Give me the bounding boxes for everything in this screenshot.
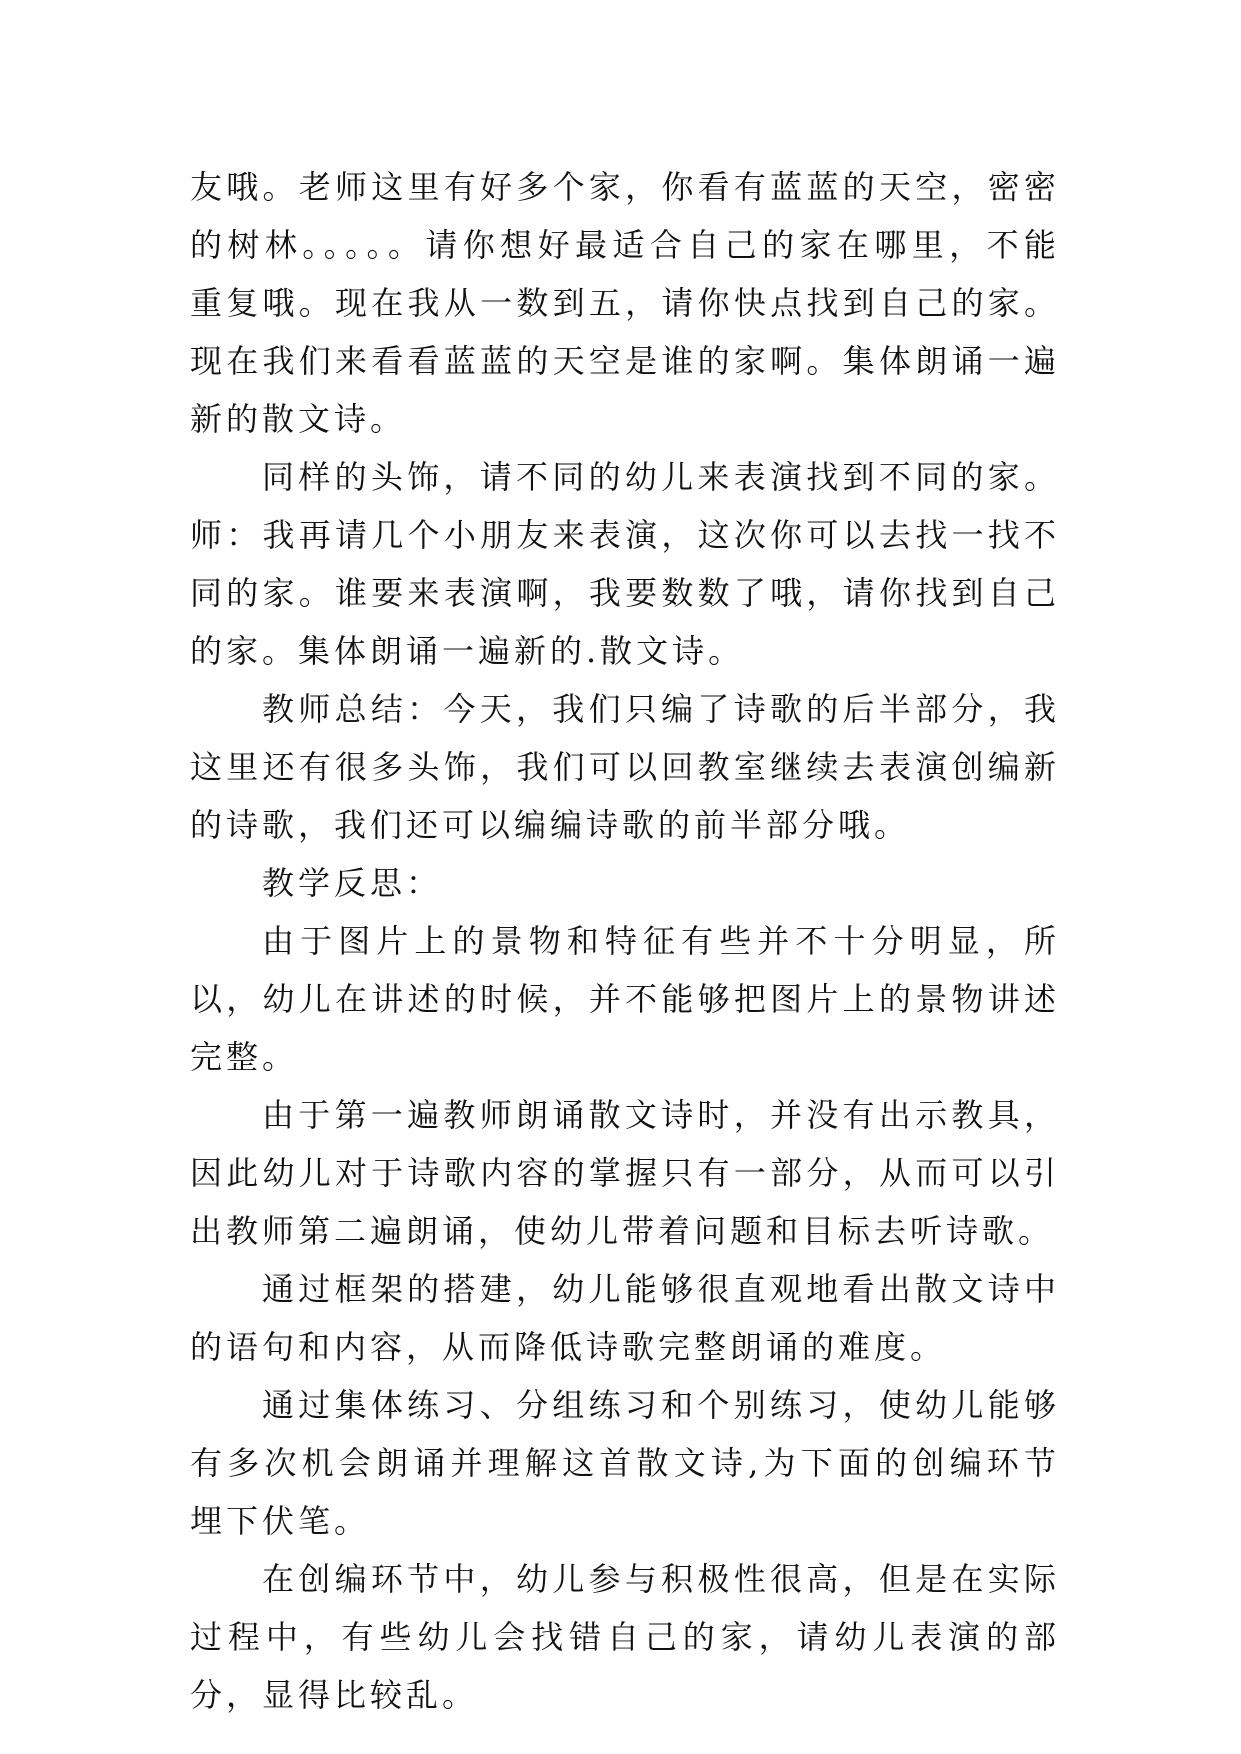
paragraph: 在创编环节中，幼儿参与积极性很高，但是在实际过程中，有些幼儿会找错自己的家，请幼儿表演的部分，显得比较乱。 [190,1560,1060,1714]
document-body [190,158,1060,1724]
paragraph: 同样的头饰，请不同的幼儿来表演找到不同的家。师：我再请几个小朋友来表演，这次你可以去找一找不同的家。谁要来表演啊，我要数数了哦，请你找到自己的家。集体朗诵一遍新的.散文诗。 [190,458,1060,670]
paragraph: 教师总结：今天，我们只编了诗歌的后半部分，我这里还有很多头饰，我们可以回教室继续去表演创编新的诗歌，我们还可以编编诗歌的前半部分哦。 [190,690,1060,844]
paragraph: 通过集体练习、分组练习和个别练习，使幼儿能够有多次机会朗诵并理解这首散文诗,为下面的创编环节埋下伏笔。 [190,1386,1060,1540]
section-heading: 教学反思： [262,864,443,902]
paragraph: 由于第一遍教师朗诵散文诗时，并没有出示教具，因此幼儿对于诗歌内容的掌握只有一部分，从而可以引出教师第二遍朗诵，使幼儿带着问题和目标去听诗歌。 [190,1096,1060,1250]
paragraph: 由于图片上的景物和特征有些并不十分明显，所以，幼儿在讲述的时候，并不能够把图片上的景物讲述完整。 [190,922,1060,1076]
paragraph: 通过框架的搭建，幼儿能够很直观地看出散文诗中的语句和内容，从而降低诗歌完整朗诵的难度。 [190,1270,1060,1366]
paragraph: 友哦。老师这里有好多个家，你看有蓝蓝的天空，密密的树林。。。。。请你想好最适合自己的家在哪里，不能重复哦。现在我从一数到五，请你快点找到自己的家。现在我们来看看蓝蓝的天空是谁的家啊。集体朗诵一遍新的散文诗。 [190,168,1060,438]
